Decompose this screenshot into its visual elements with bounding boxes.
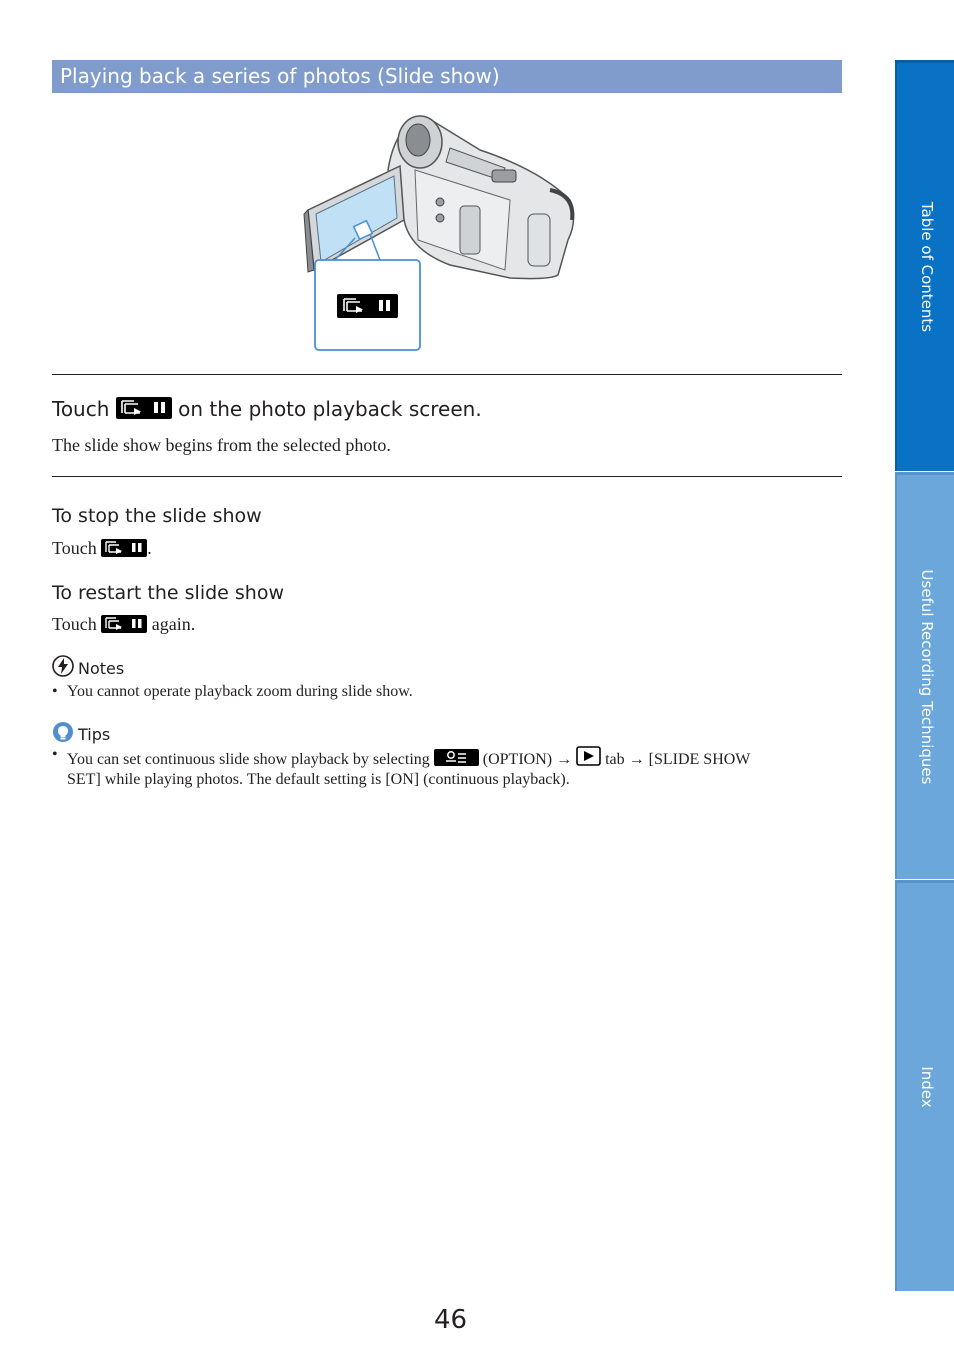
notes-heading (52, 655, 124, 681)
slide-show-pause-icon[interactable] (101, 615, 147, 633)
tips-label: Tips (78, 724, 111, 744)
notes-label: Notes (78, 658, 125, 678)
section-header (52, 60, 842, 93)
tab-table-of-contents[interactable] (895, 60, 954, 471)
restart-text-suffix: again. (151, 614, 196, 634)
tab-useful-recording-techniques-label: Useful Recording Techniques (917, 569, 936, 785)
stop-text-suffix: . (147, 538, 152, 558)
tips-icon (52, 721, 74, 747)
camcorder-illustration (300, 110, 590, 360)
tab-table-of-contents-label: Table of Contents (917, 201, 936, 333)
tips-item-line2: SET] while playing photos. The default setting is [ON] (continuous playback). (67, 771, 570, 788)
stop-heading: To stop the slide show (52, 505, 262, 527)
stop-text (52, 538, 152, 559)
step-title (52, 397, 482, 421)
restart-heading: To restart the slide show (52, 582, 284, 604)
slide-show-pause-icon[interactable] (116, 397, 172, 419)
step-description: The slide show begins from the selected photo. (52, 435, 391, 455)
step-title-prefix: Touch (52, 397, 110, 421)
notes-icon (52, 655, 74, 681)
divider (52, 374, 842, 375)
tips-item-line1 (67, 746, 750, 771)
tips-heading (52, 721, 110, 747)
arrow-right-icon: → (628, 751, 645, 768)
option-icon[interactable] (434, 749, 479, 771)
notes-item-text: You cannot operate playback zoom during slide show. (67, 683, 413, 700)
section-title: Playing back a series of photos (Slide show) (60, 64, 500, 88)
stop-text-prefix: Touch (52, 538, 97, 558)
tab-index-label: Index (917, 1066, 936, 1108)
tips-text-c: tab (605, 751, 625, 768)
step-title-suffix: on the photo playback screen. (178, 397, 482, 421)
arrow-right-icon: → (556, 751, 573, 768)
restart-text (52, 614, 195, 635)
slide-show-pause-icon[interactable] (101, 539, 147, 557)
divider (52, 476, 842, 477)
playback-tab-icon[interactable] (576, 746, 601, 771)
restart-text-prefix: Touch (52, 614, 97, 634)
page-number: 46 (434, 1305, 468, 1335)
tips-text-b: (OPTION) (482, 751, 553, 768)
tab-index[interactable] (895, 880, 954, 1291)
tips-text-d: [SLIDE SHOW (648, 751, 751, 768)
tab-useful-recording-techniques[interactable] (895, 472, 954, 879)
tips-text-a: You can set continuous slide show playback by selecting (67, 751, 430, 768)
